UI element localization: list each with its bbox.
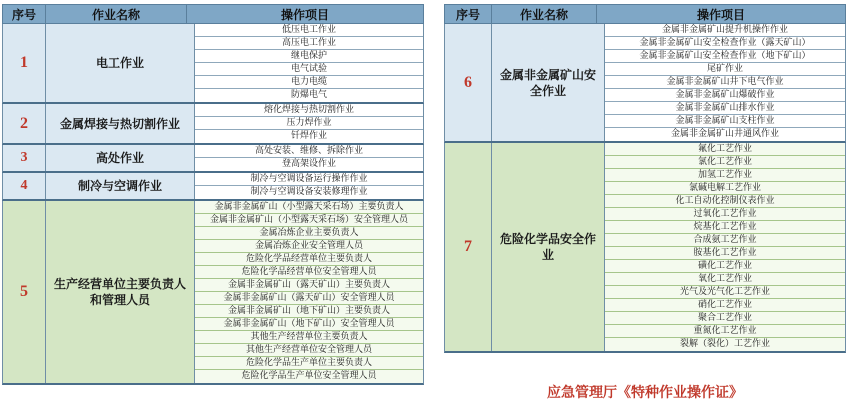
table-group bbox=[2, 24, 424, 104]
header-items: 操作项目 bbox=[696, 7, 745, 22]
group-items bbox=[195, 104, 423, 143]
list-item: 登高架设作业 bbox=[281, 159, 336, 169]
list-item: 其他生产经营单位安全管理人员 bbox=[195, 344, 423, 357]
list-item: 金属非金属矿山（地下矿山）主要负责人 bbox=[195, 305, 423, 318]
header-name: 作业名称 bbox=[46, 5, 187, 23]
table-group bbox=[444, 143, 846, 353]
list-item: 危险化学品经营单位主要负责人 bbox=[195, 253, 423, 266]
list-item: 氧化工艺作业 bbox=[605, 273, 845, 286]
list-item: 金属非金属矿山井通风作业 bbox=[670, 129, 779, 139]
group-items bbox=[195, 201, 423, 383]
group-number: 3 bbox=[3, 145, 46, 171]
list-item: 胺基化工艺作业 bbox=[605, 247, 845, 260]
table-header bbox=[444, 4, 846, 24]
list-item: 过氧化工艺作业 bbox=[605, 208, 845, 221]
group-number: 7 bbox=[445, 143, 492, 351]
group-name: 生产经营单位主要负责人和管理人员 bbox=[46, 201, 195, 383]
list-item: 金属非金属矿山井下电气作业 bbox=[605, 76, 845, 89]
list-item: 危险化学品经营单位安全管理人员 bbox=[195, 266, 423, 279]
list-item: 金属非金属矿山（小型露天采石场）安全管理人员 bbox=[195, 214, 423, 227]
group-items bbox=[195, 145, 423, 171]
table-group bbox=[2, 201, 424, 385]
list-item: 危险化学品生产单位主要负责人 bbox=[195, 357, 423, 370]
table-group bbox=[2, 173, 424, 201]
list-item: 金属非金属矿山提升机操作作业 bbox=[605, 24, 845, 37]
list-item: 防爆电气 bbox=[290, 90, 327, 100]
list-item: 尾矿作业 bbox=[605, 63, 845, 76]
group-name: 金属非金属矿山安全作业 bbox=[492, 24, 605, 141]
list-item: 继电保护 bbox=[195, 50, 423, 63]
group-name: 电工作业 bbox=[46, 24, 195, 102]
list-item: 金属非金属矿山支柱作业 bbox=[605, 115, 845, 128]
list-item: 氟化工艺作业 bbox=[605, 143, 845, 156]
list-item: 金属非金属矿山安全检查作业（地下矿山） bbox=[605, 50, 845, 63]
group-number: 1 bbox=[3, 24, 46, 102]
header-no: 序号 bbox=[445, 5, 492, 23]
list-item: 电力电缆 bbox=[195, 76, 423, 89]
list-item: 聚合工艺作业 bbox=[605, 312, 845, 325]
list-item: 加氢工艺作业 bbox=[605, 169, 845, 182]
list-item: 裂解（裂化）工艺作业 bbox=[679, 339, 770, 349]
list-item: 烷基化工艺作业 bbox=[605, 221, 845, 234]
list-item: 金属非金属矿山安全检查作业（露天矿山） bbox=[605, 37, 845, 50]
group-number: 5 bbox=[3, 201, 46, 383]
group-name: 制冷与空调作业 bbox=[46, 173, 195, 199]
group-name: 危险化学品安全作业 bbox=[492, 143, 605, 351]
group-items bbox=[195, 24, 423, 102]
header-items: 操作项目 bbox=[280, 7, 329, 22]
list-item: 制冷与空调设备安装修理作业 bbox=[250, 187, 368, 197]
list-item: 高处安装、维修、拆除作业 bbox=[195, 145, 423, 158]
list-item: 硝化工艺作业 bbox=[605, 299, 845, 312]
list-item: 金属非金属矿山爆破作业 bbox=[605, 89, 845, 102]
caption: 应急管理厅《特种作业操作证》 bbox=[547, 385, 743, 401]
list-item: 氯化工艺作业 bbox=[605, 156, 845, 169]
list-item: 光气及光气化工艺作业 bbox=[605, 286, 845, 299]
list-item: 金属冶炼企业主要负责人 bbox=[195, 227, 423, 240]
list-item: 化工自动化控制仪表作业 bbox=[605, 195, 845, 208]
table-group bbox=[444, 24, 846, 143]
list-item: 金属非金属矿山（小型露天采石场）主要负责人 bbox=[195, 201, 423, 214]
table-group bbox=[2, 104, 424, 145]
list-item: 重氮化工艺作业 bbox=[605, 325, 845, 338]
group-number: 6 bbox=[445, 24, 492, 141]
group-name: 金属焊接与热切割作业 bbox=[46, 104, 195, 143]
list-item: 金属非金属矿山（露天矿山）安全管理人员 bbox=[195, 292, 423, 305]
list-item: 低压电工作业 bbox=[195, 24, 423, 37]
left-table bbox=[2, 4, 424, 385]
table-group bbox=[2, 145, 424, 173]
list-item: 金属非金属矿山排水作业 bbox=[605, 102, 845, 115]
list-item: 电气试验 bbox=[195, 63, 423, 76]
list-item: 磺化工艺作业 bbox=[605, 260, 845, 273]
list-item: 金属冶炼企业安全管理人员 bbox=[195, 240, 423, 253]
group-items bbox=[605, 24, 845, 141]
list-item: 危险化学品生产单位安全管理人员 bbox=[241, 371, 377, 381]
group-items bbox=[605, 143, 845, 351]
list-item: 金属非金属矿山（地下矿山）安全管理人员 bbox=[195, 318, 423, 331]
table-header bbox=[2, 4, 424, 24]
list-item: 氯碱电解工艺作业 bbox=[605, 182, 845, 195]
group-number: 2 bbox=[3, 104, 46, 143]
list-item: 钎焊作业 bbox=[290, 131, 327, 141]
group-number: 4 bbox=[3, 173, 46, 199]
list-item: 高压电工作业 bbox=[195, 37, 423, 50]
group-name: 高处作业 bbox=[46, 145, 195, 171]
list-item: 压力焊作业 bbox=[195, 117, 423, 130]
group-items bbox=[195, 173, 423, 199]
header-no: 序号 bbox=[3, 5, 46, 23]
list-item: 其他生产经营单位主要负责人 bbox=[195, 331, 423, 344]
list-item: 熔化焊接与热切割作业 bbox=[195, 104, 423, 117]
right-table bbox=[444, 4, 846, 353]
list-item: 合成氨工艺作业 bbox=[605, 234, 845, 247]
list-item: 金属非金属矿山（露天矿山）主要负责人 bbox=[195, 279, 423, 292]
list-item: 制冷与空调设备运行操作作业 bbox=[195, 173, 423, 186]
header-name: 作业名称 bbox=[492, 5, 597, 23]
